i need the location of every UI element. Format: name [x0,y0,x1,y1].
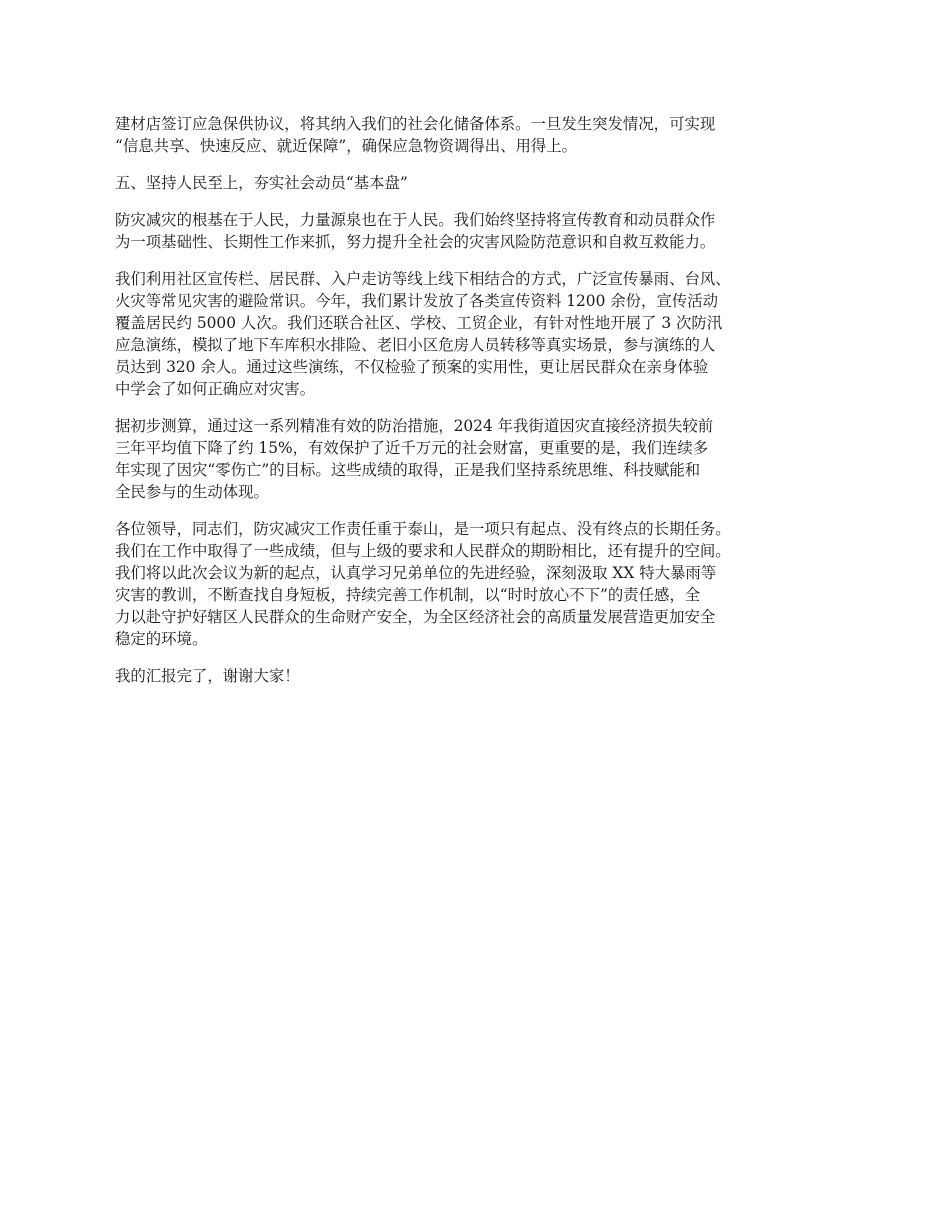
text-line: 全民参与的生动体现。 [115,483,269,501]
text-line: 员达到 320 余人。通过这些演练，不仅检验了预案的实用性，更让居民群众在亲身体验 [115,358,709,376]
text-line: “信息共享、快速反应、就近保障”，确保应急物资调得出、用得上。 [115,137,578,155]
text-line: 力以赴守护好辖区人民群众的生命财产安全，为全区经济社会的高质量发展营造更加安全 [115,608,716,626]
document-page [115,113,845,702]
paragraph-publicity-drills [115,268,845,400]
text-line: 稳定的环境。 [115,630,208,648]
text-line: 各位领导，同志们，防灾减灾工作责任重于泰山，是一项只有起点、没有终点的长期任务。 [115,520,731,538]
text-line: 应急演练，模拟了地下车库积水排险、老旧小区危房人员转移等真实场景，参与演练的人 [115,336,716,354]
section-heading-five [115,172,845,194]
paragraph-final-remark [115,665,845,687]
text-line: 防灾减灾的根基在于人民，力量源泉也在于人民。我们始终坚持将宣传教育和动员群众作 [115,211,716,229]
paragraph-people-foundation [115,209,845,253]
text-line: 灾害的教训，不断查找自身短板，持续完善工作机制，以“时时放心不下”的责任感，全 [115,586,701,604]
text-line: 我们利用社区宣传栏、居民群、入户走访等线上线下相结合的方式，广泛宣传暴雨、台风、 [115,270,731,288]
section-heading-text: 五、坚持人民至上，夯实社会动员“基本盘” [115,174,408,192]
text-line: 为一项基础性、长期性工作来抓，努力提升全社会的灾害风险防范意识和自救互救能力。 [115,233,716,251]
text-line: 据初步测算，通过这一系列精准有效的防治措施，2024 年我街道因灾直接经济损失较前 [115,417,714,435]
text-line: 我们在工作中取得了一些成绩，但与上级的要求和人民群众的期盼相比，还有提升的空间。 [115,542,731,560]
text-line: 建材店签订应急保供协议，将其纳入我们的社会化储备体系。一旦发生突发情况，可实现 [115,115,716,133]
text-line: 覆盖居民约 5000 人次。我们还联合社区、学校、工贸企业，有针对性地开展了 3 次防汛 [115,314,723,332]
text-line: 年实现了因灾“零伤亡”的目标。这些成绩的取得，正是我们坚持系统思维、科技赋能和 [115,461,701,479]
paragraph-closing-commitment [115,518,845,650]
paragraph-results [115,415,845,503]
text-line: 火灾等常见灾害的避险常识。今年，我们累计发放了各类宣传资料 1200 余份，宣传活动 [115,292,719,310]
text-line: 我的汇报完了，谢谢大家！ [115,667,300,685]
text-line: 我们将以此次会议为新的起点，认真学习兄弟单位的先进经验，深刻汲取 XX 特大暴雨等 [115,564,717,582]
paragraph-material-reserve [115,113,845,157]
text-line: 中学会了如何正确应对灾害。 [115,380,316,398]
text-line: 三年平均值下降了约 15%，有效保护了近千万元的社会财富，更重要的是，我们连续多 [115,439,709,457]
